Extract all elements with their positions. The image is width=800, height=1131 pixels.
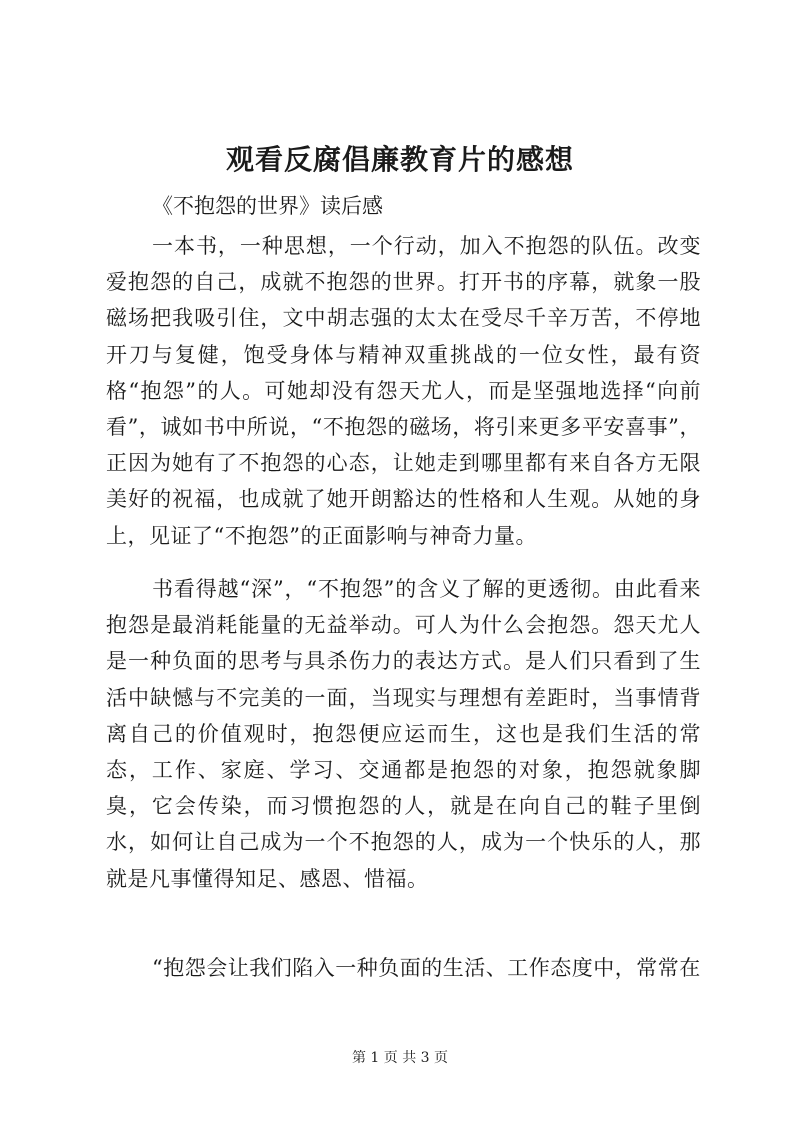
page-indicator: 第 1 页 共 3 页 xyxy=(351,1050,449,1066)
page-footer xyxy=(0,1048,800,1068)
body-paragraph: “抱怨会让我们陷入一种负面的生活、工作态度中，常常在 xyxy=(152,956,701,980)
document-title: 观看反腐倡廉教育片的感想 xyxy=(225,143,574,176)
body-paragraph: 书看得越“深”，“不抱怨”的含义了解的更透彻。由此看来抱怨是最消耗能量的无益举动。可人为什么会抱怨。怨天尤人是一种负面的思考与具杀伤力的表达方式。是人们只看到了生活中缺憾与不完美的一面，当现实与理想有差距时，当事情背离自己的价值观时，抱怨便应运而生，这也是我们生活的常态，工作、家庭、学习、交通都是抱怨的对象，抱怨就象脚臭，它会传染，而习惯抱怨的人，就是在向自己的鞋子里倒水，如何让自己成为一个不抱怨的人，成为一个快乐的人，那就是凡事懂得知足、感恩、惜福。 xyxy=(106,577,701,891)
document-subtitle: 《不抱怨的世界》读后感 xyxy=(152,194,383,218)
body-paragraph: 一本书，一种思想，一个行动，加入不抱怨的队伍。改变爱抱怨的自己，成就不抱怨的世界。打开书的序幕，就象一股磁场把我吸引住，文中胡志强的太太在受尽千辛万苦，不停地开刀与复健，饱受身体与精神双重挑战的一位女性，最有资格“抱怨”的人。可她却没有怨天尤人，而是坚强地选择“向前看”，诚如书中所说，“不抱怨的磁场，将引来更多平安喜事”，正因为她有了不抱怨的心态，让她走到哪里都有来自各方无限美好的祝福，也成就了她开朗豁达的性格和人生观。从她的身上，见证了“不抱怨”的正面影响与神奇力量。 xyxy=(106,234,701,548)
